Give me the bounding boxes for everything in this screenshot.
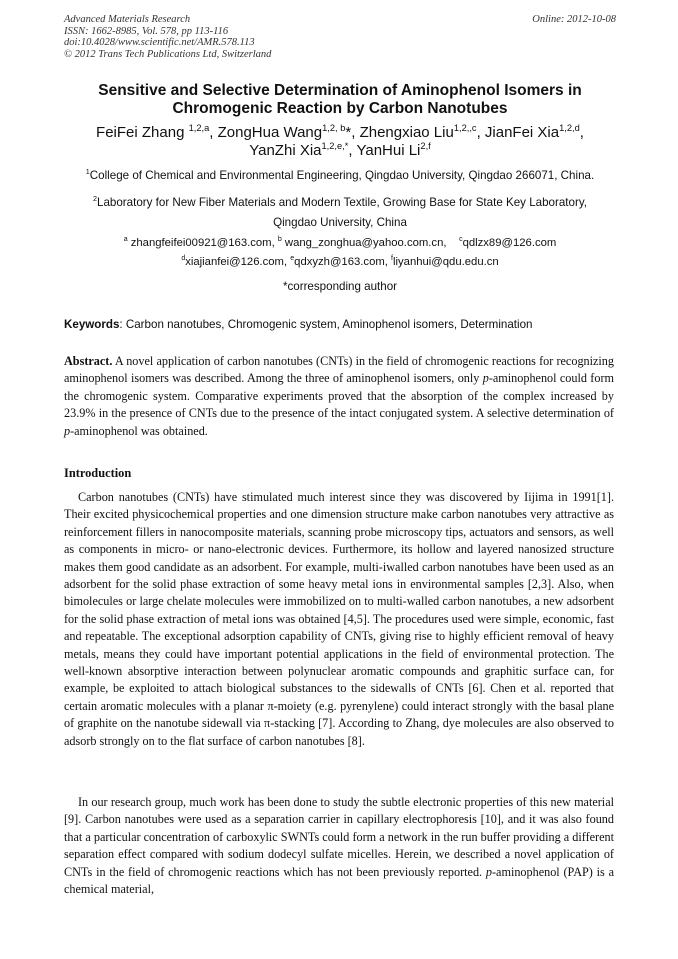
paper-title: [64, 82, 616, 118]
email-link: qdxyzh@163.com,: [294, 255, 388, 268]
author-affil-sup: 1,2,a: [188, 123, 210, 133]
intro-paragraph-2: In our research group, much work has been done to study the subtle electronic properties of this new material [9]. Carbon nanotubes were used as a separation carrier in capillary electrophoresis [10], and it was also found that a particular concentration of carboxylic SWNTs could form a network in the run buffer providing a different separation effect compared with sodium dodecyl sulfate micelles. Herein, we described a novel application of CNTs in the field of chromogenic reactions which has not been previously reported. p-aminophenol (PAP) is a chemical material,: [64, 795, 614, 897]
section-heading-introduction: Introduction: [64, 466, 132, 480]
author-line-1: FeiFei Zhang $^{1,2,a}$, ZongHua Wang$^{1,2, b}$*, Zhengxiao Liu$^{1,2,,c}$, JianFei Xia$^{1,2,d}$,: [96, 123, 584, 141]
email-link: liyanhui@qdu.edu.cn: [393, 255, 499, 268]
author-affil-sup: 1,2, b: [322, 123, 346, 133]
affiliation-1: $^1$College of Chemical and Environmental Engineering, Qingdao University, Qingdao 266071, China.: [85, 167, 595, 182]
email-link: wang_zonghua@yahoo.com.cn,: [284, 237, 447, 249]
copyright-line: © 2012 Trans Tech Publications Ltd, Switzerland: [64, 48, 272, 60]
author-name: ZongHua Wang: [217, 124, 323, 141]
intro-paragraph-1: Carbon nanotubes (CNTs) have stimulated much interest since they was discovered by Iijima in 1991[1]. Their excited physicochemical properties and one dimension structure make carbon nanotubes very attractive as reinforcement fillers in nanocomposite materials, scanning probe microscopy tips, actuators and sensors, as well as components in micro- or nano-electronic devices. Furthermore, its hollow and layered nanosized structure makes them good candidate as an adsorbent. For example, multi-iwalled carbon nanotubes have been used as an adsorbent for the solid phase extraction of some heavy metal ions in environmental samples [2,3]. Also, when bimolecules or large chelate molecules were immobilized on to multi-walled carbon nanotubes, a new adsorbent for the solid phase extraction of metal ions was obtained [4,5]. The procedures used were simple, economic, fast and repeatable. The exceptional adsorption capability of CNTs, giving rise to highly efficient removal of heavy metals, means they could have important potential applications in the field of environmental protection. The well-known absorptive interaction between polynuclear aromatic compounds and graphitic surface can, for example, be exploited to attach biological substances to the sidewalls of CNTs [6]. Chen et al. reported that certain aromatic molecules with a planar π-moiety (e.g. pyrenylene) could interact strongly with the basal plane of graphite on the nanotube sidewall via π-stacking [7]. According to Zhang, dye molecules are also observed to adsorb strongly on to the flat surface of carbon nanotubes [8].: [64, 490, 614, 748]
title-line-1: Sensitive and Selective Determination of Aminophenol Isomers in: [98, 82, 582, 99]
issn-line: ISSN: 1662-8985, Vol. 578, pp 113-116: [64, 25, 229, 37]
author-line-2: YanZhi Xia$^{1,2,e,*}$, YanHui Li$^{2,f}$: [249, 141, 431, 159]
author-name: JianFei Xia: [484, 124, 560, 141]
email-link: xiajianfei@126.com,: [185, 255, 288, 268]
author-name: FeiFei Zhang: [96, 124, 185, 141]
journal-name: Advanced Materials Research: [64, 14, 191, 25]
title-line-2: Chromogenic Reaction by Carbon Nanotubes: [172, 100, 508, 117]
doi-line: doi:10.4028/www.scientific.net/AMR.578.113: [64, 37, 255, 49]
keywords-label: Keywords: [64, 318, 120, 331]
author-list: [64, 124, 616, 160]
abstract-label: Abstract.: [64, 354, 113, 368]
keywords-text: : Carbon nanotubes, Chromogenic system, Aminophenol isomers, Determination: [119, 318, 533, 331]
author-affil-sup: 2,f: [420, 141, 431, 151]
author-affil-sup: 1,2,e,*: [321, 141, 349, 151]
author-affil-sup: 1,2,d: [559, 123, 580, 133]
abstract: Abstract. A novel application of carbon nanotubes (CNTs) in the field of chromogenic reactions for recognizing aminophenol isomers was described. Among the three of aminophenol isomers, only p-aminophenol could form the chromogenic system. Comparative experiments proved that the absorption of the complex increased by 23.9% in the presence of CNTs due to the presence of the intact conjugated system. A selective determination of p-aminophenol was obtained.: [64, 354, 615, 438]
corresponding-author-note: *corresponding author: [282, 280, 398, 293]
journal-header: [64, 14, 616, 60]
author-name: YanHui Li: [356, 142, 421, 159]
email-link: zhangfeifei00921@163.com,: [130, 237, 275, 249]
author-emails: $^a$ zhangfeifei00921@163.com, $^b$ wang_zonghua@yahoo.com.cn, $^c$qdlzx89@126.com $^d$xiajianfei@126.com, $^e$qdxyzh@163.com, $^f$liyanhui@qdu.edu.cn: [123, 236, 557, 268]
keywords: [64, 317, 616, 333]
author-name: YanZhi Xia: [249, 142, 322, 159]
online-date: Online: 2012-10-08: [532, 14, 616, 25]
affiliation-2: $^2$Laboratory for New Fiber Materials and Modern Textile, Growing Base for State Key Laboratory, Qingdao University, China: [93, 194, 587, 229]
email-link: qdlzx89@126.com: [462, 237, 557, 249]
author-name: Zhengxiao Liu: [359, 124, 454, 141]
author-affil-sup: 1,2,,c: [453, 123, 477, 133]
